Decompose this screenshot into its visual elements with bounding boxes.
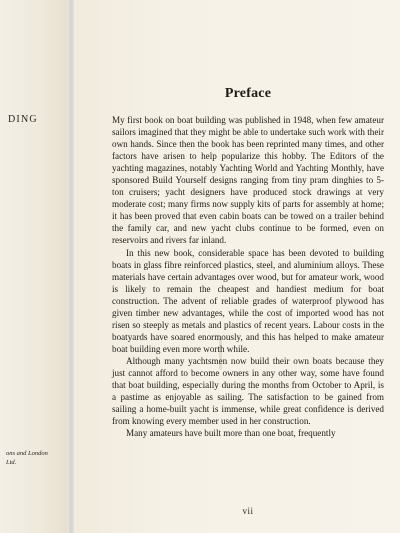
page-title: Preface xyxy=(224,86,272,101)
paragraph-1: My first book on boat building was published in 1948, when few amateur sailors imagined that they might be able to undertake such work with their own hands. Since then the book has been reprinted many times, and other factors have arisen to help popularize this hobby. The Editors of the yachting magazines, notably Yachting World and Yachting Monthly, have sponsored Build Yourself designs ranging from tiny pram dinghies to 5-ton cruisers; yacht designers have produced stock drawings at very moderate cost; many firms now supply kits of parts for assembly at home; it has been proved that even cabin boats can be towed on a trailer behind the family car, and new yacht clubs continue to be formed, even on reservoirs and rivers far inland. xyxy=(112,115,384,246)
left-page-imprint-fragment xyxy=(6,449,48,467)
left-page-heading-fragment: DING xyxy=(8,114,38,125)
preface-body xyxy=(112,114,384,439)
page-number: vii xyxy=(242,506,254,516)
right-page xyxy=(74,0,400,533)
imprint-line-2: Ltd. xyxy=(6,459,17,466)
paragraph-3: Although many yachtsmen now build their own boats because they just cannot afford to become owners in any other way, some have found that boat building, especially during the months from October to April, is a pastime as enjoyable as sailing. The satisfaction to be gained from sailing a home-built yacht is immense, while great confidence is derived from knowing every member used in her construction. xyxy=(112,355,384,427)
page-content xyxy=(112,86,384,516)
paragraph-4: Many amateurs have built more than one boat, frequently xyxy=(126,428,336,439)
paragraph-2: In this new book, considerable space has been devoted to building boats in glass fibre reinforced plastics, steel, and aluminium alloys. These materials have certain advantages over wood, but for amateur work, wood is likely to remain the cheapest and handiest medium for boat construction. The advent of reliable grades of waterproof plywood has given timber new advantages, while the cost of imported wood has not risen so steeply as metals and plastics of recent years. Labour costs in the boatyards have soared enormously, and this has helped to make amateur boat building even more worth while. xyxy=(112,247,384,354)
left-page xyxy=(0,0,70,533)
imprint-line-1: ons and London xyxy=(6,450,48,457)
